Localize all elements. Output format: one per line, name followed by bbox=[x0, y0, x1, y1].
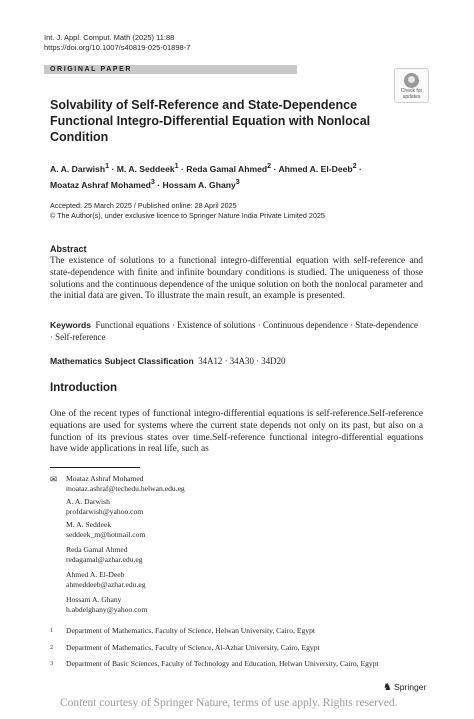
author[interactable]: Hossam A. Ghany$^3$ bbox=[162, 177, 240, 190]
publication-dates bbox=[50, 201, 420, 221]
abstract-text: The existence of solutions to a functional integro-differential equation with self-reference and state-dependence with finite and infinite boundary conditions is studied. The uniqueness of those solutions and the continuous dependence of the unique solution on both the nonlocal parameter and the initial data are given. To illustrate the main result, an example is presented. bbox=[50, 256, 423, 302]
author[interactable]: A. A. Darwish$^1$ bbox=[50, 162, 110, 174]
keywords bbox=[50, 320, 423, 344]
author[interactable]: Ahmed A. El-Deeb$^2$ bbox=[278, 162, 357, 174]
abstract-heading: Abstract bbox=[50, 244, 87, 254]
article-type-label: ORIGINAL PAPER bbox=[50, 66, 133, 73]
doi-link[interactable]: https://doi.org/10.1007/s40819-025-01898-7 bbox=[44, 43, 191, 52]
contact-entry: Ahmed A. El-Deeb ahmeddeeb@azhar.edu.eg bbox=[66, 570, 146, 589]
check-for-updates-badge[interactable] bbox=[394, 68, 429, 103]
contact-entry: Hossam A. Ghany h.abdelghany@yahoo.com bbox=[66, 595, 148, 614]
footnote-divider bbox=[50, 467, 140, 468]
email-link[interactable]: moataz.ashraf@techedu.helwan.edu.eg bbox=[66, 484, 185, 493]
springer-horse-icon: ♞ bbox=[383, 682, 392, 693]
email-link[interactable]: h.abdelghany@yahoo.com bbox=[66, 605, 148, 614]
contact-entry: Moataz Ashraf Mohamed moataz.ashraf@techedu.helwan.edu.eg bbox=[66, 474, 185, 493]
journal-citation: Int. J. Appl. Comput. Math (2025) 11:88 bbox=[44, 33, 175, 42]
update-icon bbox=[404, 73, 419, 88]
introduction-text: One of the recent types of functional integro-differential equations is self-reference.Self-reference equations are used for systems where the current state depends not only on its past, but also on a function of its previous states over time.Self-reference functional integro-differential equations have wide applications in real life, such as bbox=[50, 409, 423, 455]
introduction-heading: Introduction bbox=[50, 382, 118, 394]
journal-header bbox=[44, 33, 190, 53]
msc-classification bbox=[50, 356, 423, 367]
affiliation: 3 Department of Basic Sciences, Faculty of Technology and Education, Helwan University, Cairo, Egypt bbox=[50, 659, 379, 668]
contact-entry: Reda Gamal Ahmed redagamal@azhar.edu.eg bbox=[66, 545, 143, 564]
keywords-label: Keywords bbox=[50, 320, 92, 330]
copyright-notice: © The Author(s), under exclusive licence to Springer Nature India Private Limited 2025 bbox=[50, 211, 325, 220]
email-link[interactable]: profdarwish@yahoo.com bbox=[66, 507, 144, 516]
check-updates-text: Check for updates bbox=[400, 88, 423, 100]
accepted-published: Accepted: 25 March 2025 / Published online: 28 April 2025 bbox=[50, 201, 237, 210]
keywords-text: Functional equations · Existence of solutions · Continuous dependence · State-dependence · Self-reference bbox=[50, 320, 418, 342]
springer-logo: ♞ Springer bbox=[383, 682, 427, 693]
email-link[interactable]: redagamal@azhar.edu.eg bbox=[66, 555, 143, 564]
courtesy-notice: Content courtesy of Springer Nature, terms of use apply. Rights reserved. bbox=[60, 697, 398, 709]
email-link[interactable]: seddeek_m@hotmail.com bbox=[66, 530, 146, 539]
msc-codes: 34A12 · 34A30 · 34D20 bbox=[198, 356, 286, 366]
affiliation: 1 Department of Mathematics, Faculty of Science, Helwan University, Cairo, Egypt bbox=[50, 626, 315, 635]
contact-entry: M. A. Seddeek seddeek_m@hotmail.com bbox=[66, 520, 146, 539]
paper-title: Solvability of Self-Reference and State-Dependence Functional Integro-Differential Equation with Nonlocal Condition bbox=[50, 98, 371, 144]
author[interactable]: Moataz Ashraf Mohamed$^3$ bbox=[50, 177, 155, 190]
envelope-icon: ✉ bbox=[50, 474, 58, 484]
contact-entry: A. A. Darwish profdarwish@yahoo.com bbox=[66, 497, 144, 516]
msc-label: Mathematics Subject Classification bbox=[50, 356, 194, 366]
author[interactable]: Reda Gamal Ahmed$^2$ bbox=[186, 162, 272, 174]
author-list: A. A. Darwish$^1$ · M. A. Seddeek$^1$ · Reda Gamal Ahmed$^2$ · Ahmed A. El-Deeb$^2$ · Moataz Ashraf Mohamed$^3$ · Hossam A. Ghany$^3$ bbox=[50, 162, 362, 190]
author[interactable]: M. A. Seddeek$^1$ bbox=[116, 162, 179, 174]
email-link[interactable]: ahmeddeeb@azhar.edu.eg bbox=[66, 580, 146, 589]
affiliation: 2 Department of Mathematics, Faculty of Science, Al-Azhar University, Cairo, Egypt bbox=[50, 643, 320, 652]
